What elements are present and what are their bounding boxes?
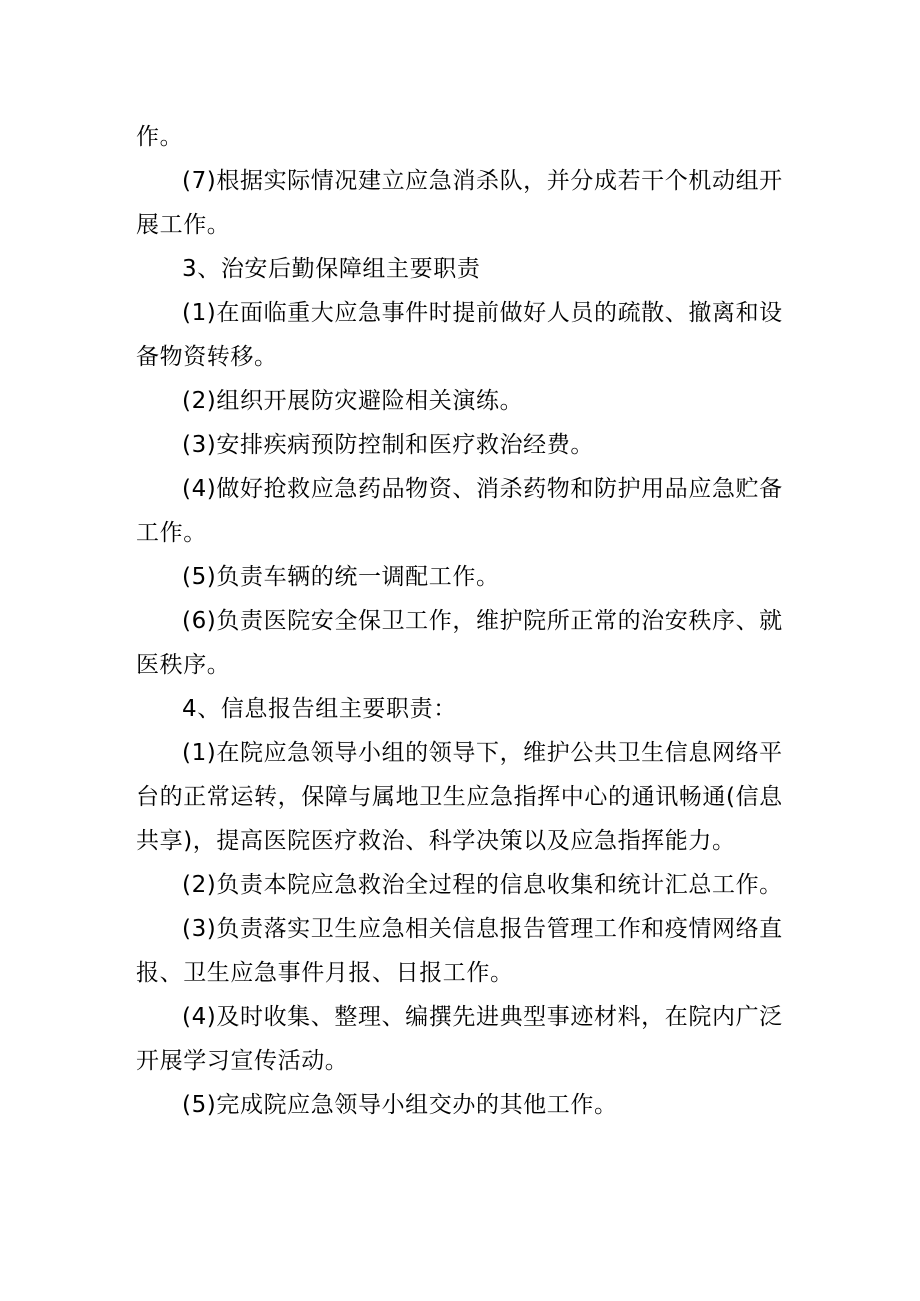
section-heading-3: 3、治安后勤保障组主要职责 — [182, 256, 481, 282]
paragraph-continuation: 作。 — [136, 124, 184, 150]
paragraph-item-2: (2)负责本院应急救治全过程的信息收集和统计汇总工作。 — [182, 872, 783, 898]
document-body — [136, 115, 792, 1127]
paragraph-item-2: (2)组织开展防灾避险相关演练。 — [182, 388, 524, 414]
paragraph-item-4: (4)及时收集、整理、编撰先进典型事迹材料，在院内广泛开展学习宣传活动。 — [136, 1004, 783, 1074]
paragraph-item-3: (3)安排疾病预防控制和医疗救治经费。 — [182, 432, 594, 458]
paragraph-item-4: (4)做好抢救应急药品物资、消杀药物和防护用品应急贮备工作。 — [136, 476, 783, 546]
paragraph-item-1: (1)在院应急领导小组的领导下，维护公共卫生信息网络平台的正常运转，保障与属地卫生应急指挥中心的通讯畅通(信息共享)，提高医院医疗救治、科学决策以及应急指挥能力。 — [136, 740, 783, 854]
paragraph-item-3: (3)负责落实卫生应急相关信息报告管理工作和疫情网络直报、卫生应急事件月报、日报工作。 — [136, 916, 783, 986]
paragraph-item-5: (5)完成院应急领导小组交办的其他工作。 — [182, 1092, 618, 1118]
paragraph-item-6: (6)负责医院安全保卫工作，维护院所正常的治安秩序、就医秩序。 — [136, 608, 783, 678]
paragraph-item-7: (7)根据实际情况建立应急消杀队，并分成若干个机动组开展工作。 — [136, 168, 783, 238]
paragraph-item-1: (1)在面临重大应急事件时提前做好人员的疏散、撤离和设备物资转移。 — [136, 300, 783, 370]
section-heading-4: 4、信息报告组主要职责： — [182, 696, 457, 722]
paragraph-item-5: (5)负责车辆的统一调配工作。 — [182, 564, 500, 590]
